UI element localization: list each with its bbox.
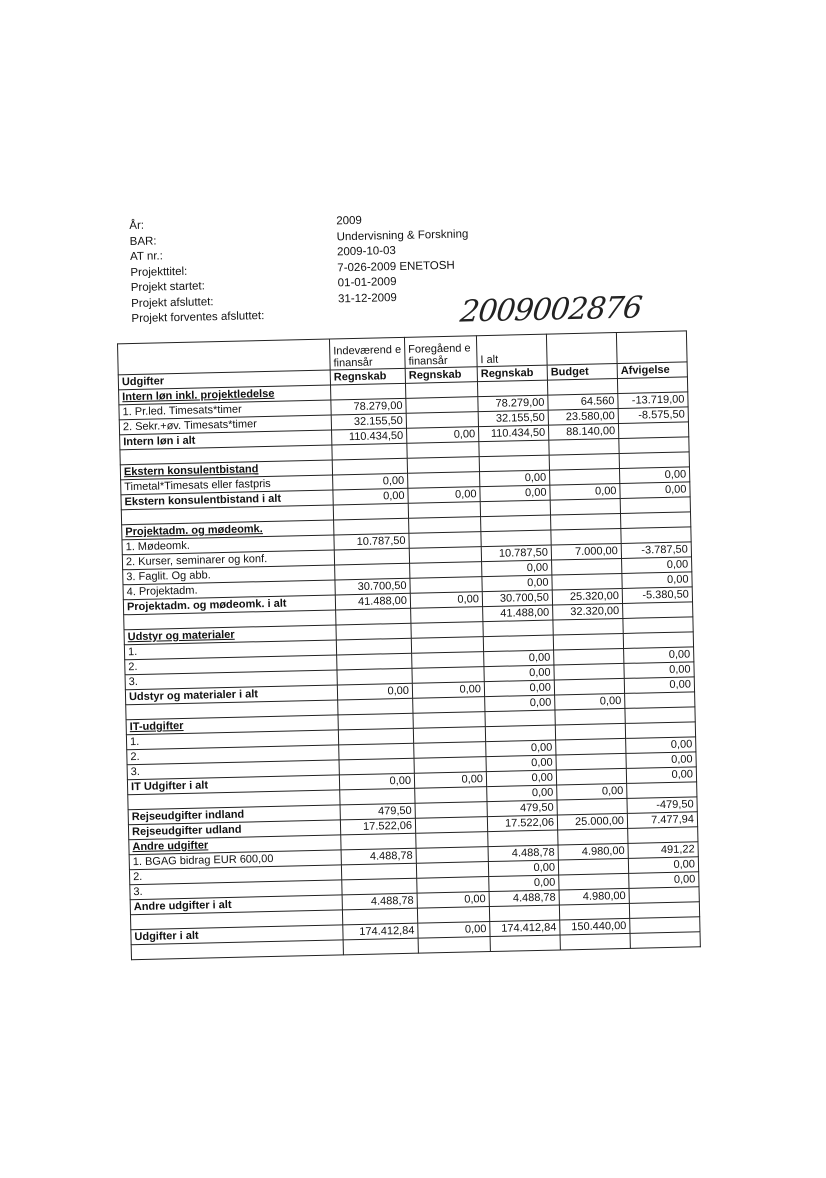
sub-header: Budget: [547, 364, 617, 381]
table-cell: [479, 440, 549, 457]
column-header: Indeværend e finansår: [329, 337, 405, 370]
table-cell: 0,00: [414, 772, 486, 789]
table-cell: -5.380,50: [622, 587, 692, 604]
table-cell: 0,00: [407, 427, 479, 444]
table-cell: [620, 497, 690, 514]
table-cell: 0,00: [480, 470, 550, 487]
table-cell: 174.412,84: [343, 923, 418, 940]
row-label: IT Udgifter i alt: [127, 775, 339, 795]
table-cell: 0,00: [485, 695, 555, 712]
table-cell: [550, 498, 620, 515]
table-cell: [549, 468, 619, 485]
label-bar: BAR:: [129, 234, 157, 248]
table-cell: [342, 908, 417, 925]
table-cell: 4.488,78: [488, 845, 558, 862]
table-cell: [481, 515, 551, 532]
row-label: Ekstern konsulentbistand i alt: [121, 490, 333, 510]
table-cell: [407, 457, 479, 474]
table-cell: 88.140,00: [548, 424, 618, 441]
column-header: [118, 339, 331, 375]
label-year: År:: [129, 219, 145, 233]
value-year: 2009: [336, 214, 363, 228]
table-cell: 0,00: [557, 783, 627, 800]
table-cell: [483, 620, 553, 637]
label-project-title: Projekttitel:: [130, 265, 188, 279]
table-cell: 0,00: [624, 647, 694, 664]
table-cell: [483, 635, 553, 652]
table-cell: 0,00: [412, 682, 484, 699]
table-cell: [490, 935, 560, 952]
table-cell: [555, 708, 625, 725]
row-label: Rejseudgifter indland: [128, 805, 340, 825]
row-label: Timetal*Timesats eller fastpris: [121, 475, 333, 495]
table-cell: [617, 377, 687, 394]
row-label: 2. Kurser, seminarer og konf.: [122, 550, 334, 570]
table-cell: [405, 382, 477, 399]
column-header: Foregåend e finansår: [404, 336, 477, 369]
table-cell: 0,00: [487, 785, 557, 802]
table-cell: 32.155,50: [478, 410, 548, 427]
header-labels: [129, 216, 264, 327]
table-cell: 0,00: [484, 665, 554, 682]
table-cell: 0,00: [484, 650, 554, 667]
label-project-expected-end: Projekt forventes afsluttet:: [131, 310, 265, 326]
row-label: IT-udgifter: [126, 715, 338, 735]
table-cell: [413, 697, 485, 714]
table-cell: 17.522,06: [340, 818, 415, 835]
table-cell: [549, 439, 619, 456]
table-cell: [414, 742, 486, 759]
table-cell: [623, 632, 693, 649]
table-cell: [558, 858, 628, 875]
table-cell: 4.980,00: [558, 843, 628, 860]
label-project-ended: Projekt afsluttet:: [130, 295, 214, 310]
table-cell: 491,22: [628, 842, 698, 859]
sub-header: Udgifter: [118, 370, 330, 390]
table-cell: [630, 917, 700, 934]
table-cell: [409, 547, 481, 564]
table-cell: 0,00: [550, 483, 620, 500]
table-cell: [551, 528, 621, 545]
table-cell: 174.412,84: [490, 920, 560, 937]
row-label: 2.: [129, 865, 341, 885]
table-cell: 0,00: [333, 488, 408, 505]
table-cell: 7.000,00: [551, 543, 621, 560]
table-cell: [554, 678, 624, 695]
table-cell: [418, 937, 490, 954]
table-cell: 10.787,50: [481, 545, 551, 562]
column-header: [546, 333, 617, 366]
table-cell: [331, 383, 406, 400]
table-cell: 25.320,00: [552, 588, 622, 605]
table-cell: [336, 608, 411, 625]
table-cell: [488, 830, 558, 847]
table-cell: [552, 573, 622, 590]
table-cell: [553, 618, 623, 635]
table-cell: [334, 518, 409, 535]
table-cell: [411, 607, 483, 624]
table-cell: 0,00: [486, 770, 556, 787]
row-label: Udstyr og materialer i alt: [125, 685, 337, 705]
table-cell: 0,00: [410, 592, 482, 609]
table-cell: [336, 638, 411, 655]
table-cell: 0,00: [626, 737, 696, 754]
table-cell: 78.279,00: [331, 398, 406, 415]
value-project-title: 7-026-2009 ENETOSH: [337, 259, 455, 274]
table-cell: [555, 723, 625, 740]
table-cell: 0,00: [488, 860, 558, 877]
table-cell: -8.575,50: [618, 407, 688, 424]
row-label: Ekstern konsulentbistand: [120, 460, 332, 480]
row-label: 1. BGAG bidrag EUR 600,00: [129, 850, 341, 870]
table-cell: [406, 412, 478, 429]
table-cell: [414, 757, 486, 774]
table-cell: [415, 802, 487, 819]
table-cell: [629, 902, 699, 919]
table-cell: 110.434,50: [332, 428, 407, 445]
table-cell: 0,00: [337, 683, 412, 700]
table-cell: [489, 905, 559, 922]
table-cell: 150.440,00: [560, 918, 630, 935]
column-header: I alt: [476, 334, 547, 367]
table-cell: [409, 532, 481, 549]
table-cell: [485, 725, 555, 742]
table-cell: 7.477,94: [627, 812, 697, 829]
table-cell: [416, 862, 488, 879]
table-cell: [485, 710, 555, 727]
table-cell: 0,00: [480, 485, 550, 502]
table-cell: 110.434,50: [478, 425, 548, 442]
value-at-nr: 2009-10-03: [336, 245, 396, 259]
table-cell: 0,00: [626, 752, 696, 769]
table-cell: [628, 827, 698, 844]
value-project-ended: 31-12-2009: [337, 291, 398, 305]
table-cell: 0,00: [484, 680, 554, 697]
table-cell: 0,00: [555, 693, 625, 710]
table-cell: [559, 903, 629, 920]
table-cell: [481, 530, 551, 547]
row-label: Projektadm. og mødeomk. i alt: [123, 595, 335, 615]
row-label: Udgifter i alt: [131, 925, 343, 945]
table-cell: [412, 652, 484, 669]
table-cell: 0,00: [482, 575, 552, 592]
table-cell: [337, 653, 412, 670]
table-cell: [556, 768, 626, 785]
row-label: 1.: [126, 730, 338, 750]
row-label: 1.: [124, 640, 336, 660]
table-cell: 0,00: [624, 677, 694, 694]
table-cell: [560, 933, 630, 950]
table-cell: [553, 633, 623, 650]
row-label: Andre udgifter i alt: [130, 895, 342, 915]
table-cell: 78.279,00: [478, 395, 548, 412]
budget-table: [117, 330, 701, 960]
table-cell: 10.787,50: [334, 533, 409, 550]
table-cell: 23.580,00: [548, 409, 618, 426]
table-cell: 25.000,00: [557, 813, 627, 830]
table-cell: 0,00: [333, 473, 408, 490]
table-cell: [411, 637, 483, 654]
table-cell: 0,00: [408, 487, 480, 504]
table-cell: 0,00: [622, 572, 692, 589]
table-cell: [621, 512, 691, 529]
table-cell: [337, 668, 412, 685]
table-cell: 0,00: [486, 740, 556, 757]
table-cell: 4.980,00: [559, 888, 629, 905]
table-cell: 0,00: [486, 755, 556, 772]
table-cell: [338, 728, 413, 745]
table-cell: 32.155,50: [331, 413, 406, 430]
sub-header: Regnskab: [405, 367, 477, 384]
table-cell: [627, 782, 697, 799]
row-label: 3.: [127, 760, 339, 780]
table-cell: [623, 602, 693, 619]
table-cell: [556, 753, 626, 770]
value-bar: Undervisning & Forskning: [336, 227, 469, 243]
table-cell: [338, 698, 413, 715]
row-label: 3.: [125, 670, 337, 690]
table-cell: [554, 648, 624, 665]
table-cell: 41.488,00: [483, 605, 553, 622]
table-cell: [335, 563, 410, 580]
column-header: [616, 331, 687, 364]
table-cell: [332, 443, 407, 460]
table-cell: [479, 455, 549, 472]
table-cell: [341, 863, 416, 880]
table-cell: [415, 817, 487, 834]
table-cell: [552, 558, 622, 575]
table-cell: -3.787,50: [621, 542, 691, 559]
table-cell: [623, 617, 693, 634]
row-label: 2. Sekr.+øv. Timesats*timer: [119, 415, 331, 435]
row-label: 2.: [125, 655, 337, 675]
table-cell: [619, 437, 689, 454]
table-cell: [339, 743, 414, 760]
table-cell: [333, 503, 408, 520]
table-cell: -479,50: [627, 797, 697, 814]
row-label: Projektadm. og mødeomk.: [122, 520, 334, 540]
row-label: 1. Pr.led. Timesats*timer: [119, 400, 331, 420]
value-project-started: 01-01-2009: [337, 276, 397, 290]
row-label: Udstyr og materialer: [124, 625, 336, 645]
table-cell: [334, 548, 409, 565]
table-cell: [556, 738, 626, 755]
table-cell: [412, 667, 484, 684]
table-cell: 0,00: [620, 482, 690, 499]
table-cell: 17.522,06: [487, 815, 557, 832]
table-cell: [342, 878, 417, 895]
table-cell: 30.700,50: [482, 590, 552, 607]
table-cell: 0,00: [619, 467, 689, 484]
table-cell: [413, 727, 485, 744]
table-cell: 4.488,78: [489, 890, 559, 907]
sub-header: Regnskab: [477, 365, 547, 382]
table-cell: [547, 379, 617, 396]
table-cell: [339, 758, 414, 775]
handwritten-number: 2009002876: [458, 290, 644, 330]
table-cell: 0,00: [418, 922, 490, 939]
table-cell: 41.488,00: [335, 593, 410, 610]
table-cell: [417, 877, 489, 894]
table-cell: [411, 622, 483, 639]
table-cell: [619, 452, 689, 469]
label-at-nr: AT nr.:: [129, 250, 163, 264]
table-cell: 0,00: [482, 560, 552, 577]
table-cell: 0,00: [629, 872, 699, 889]
table-cell: [409, 517, 481, 534]
table-cell: 0,00: [624, 662, 694, 679]
budget-table-body: [118, 331, 701, 960]
table-cell: [629, 887, 699, 904]
table-cell: [625, 722, 695, 739]
table-cell: [416, 847, 488, 864]
table-cell: 0,00: [622, 557, 692, 574]
sub-header: Regnskab: [330, 368, 405, 385]
row-label: Andre udgifter: [129, 835, 341, 855]
table-cell: 479,50: [487, 800, 557, 817]
table-cell: 0,00: [489, 875, 559, 892]
row-label: 3. Faglit. Og abb.: [123, 565, 335, 585]
table-cell: [408, 502, 480, 519]
table-cell: [630, 932, 700, 949]
table-cell: [559, 873, 629, 890]
table-cell: [477, 380, 547, 397]
table-cell: [406, 397, 478, 414]
table-cell: 0,00: [628, 857, 698, 874]
table-cell: 4.488,78: [341, 848, 416, 865]
table-cell: 4.488,78: [342, 893, 417, 910]
table-cell: [480, 500, 550, 517]
table-cell: [410, 577, 482, 594]
table-cell: [415, 787, 487, 804]
table-cell: [549, 454, 619, 471]
row-label: Intern løn i alt: [120, 430, 332, 450]
row-label: 3.: [130, 880, 342, 900]
table-cell: 0,00: [626, 767, 696, 784]
table-cell: [413, 712, 485, 729]
label-project-started: Projekt startet:: [130, 280, 206, 295]
table-cell: 0,00: [417, 892, 489, 909]
table-cell: [557, 798, 627, 815]
header-values: [336, 211, 470, 322]
table-cell: 0,00: [339, 773, 414, 790]
table-cell: [558, 828, 628, 845]
table-cell: [343, 938, 418, 955]
row-label: 4. Projektadm.: [123, 580, 335, 600]
table-cell: [408, 472, 480, 489]
table-cell: [618, 422, 688, 439]
table-cell: [625, 692, 695, 709]
table-cell: [407, 442, 479, 459]
table-cell: [336, 623, 411, 640]
row-label: Intern løn inkl. projektledelse: [119, 385, 331, 405]
table-cell: [416, 832, 488, 849]
row-label: 2.: [127, 745, 339, 765]
table-cell: [340, 788, 415, 805]
table-cell: [338, 713, 413, 730]
value-project-expected-end: [338, 304, 470, 322]
table-cell: -13.719,00: [618, 392, 688, 409]
table-cell: [332, 458, 407, 475]
table-cell: 30.700,50: [335, 578, 410, 595]
table-cell: [625, 707, 695, 724]
row-label: 1. Mødeomk.: [122, 535, 334, 555]
table-cell: 479,50: [340, 803, 415, 820]
table-cell: 32.320,00: [553, 603, 623, 620]
row-label: Rejseudgifter udland: [128, 820, 340, 840]
table-cell: [410, 562, 482, 579]
sub-header: Afvigelse: [617, 362, 687, 379]
table-cell: [554, 663, 624, 680]
table-cell: [621, 527, 691, 544]
table-cell: [341, 833, 416, 850]
table-cell: 64.560: [548, 394, 618, 411]
table-cell: [417, 907, 489, 924]
table-cell: [551, 513, 621, 530]
